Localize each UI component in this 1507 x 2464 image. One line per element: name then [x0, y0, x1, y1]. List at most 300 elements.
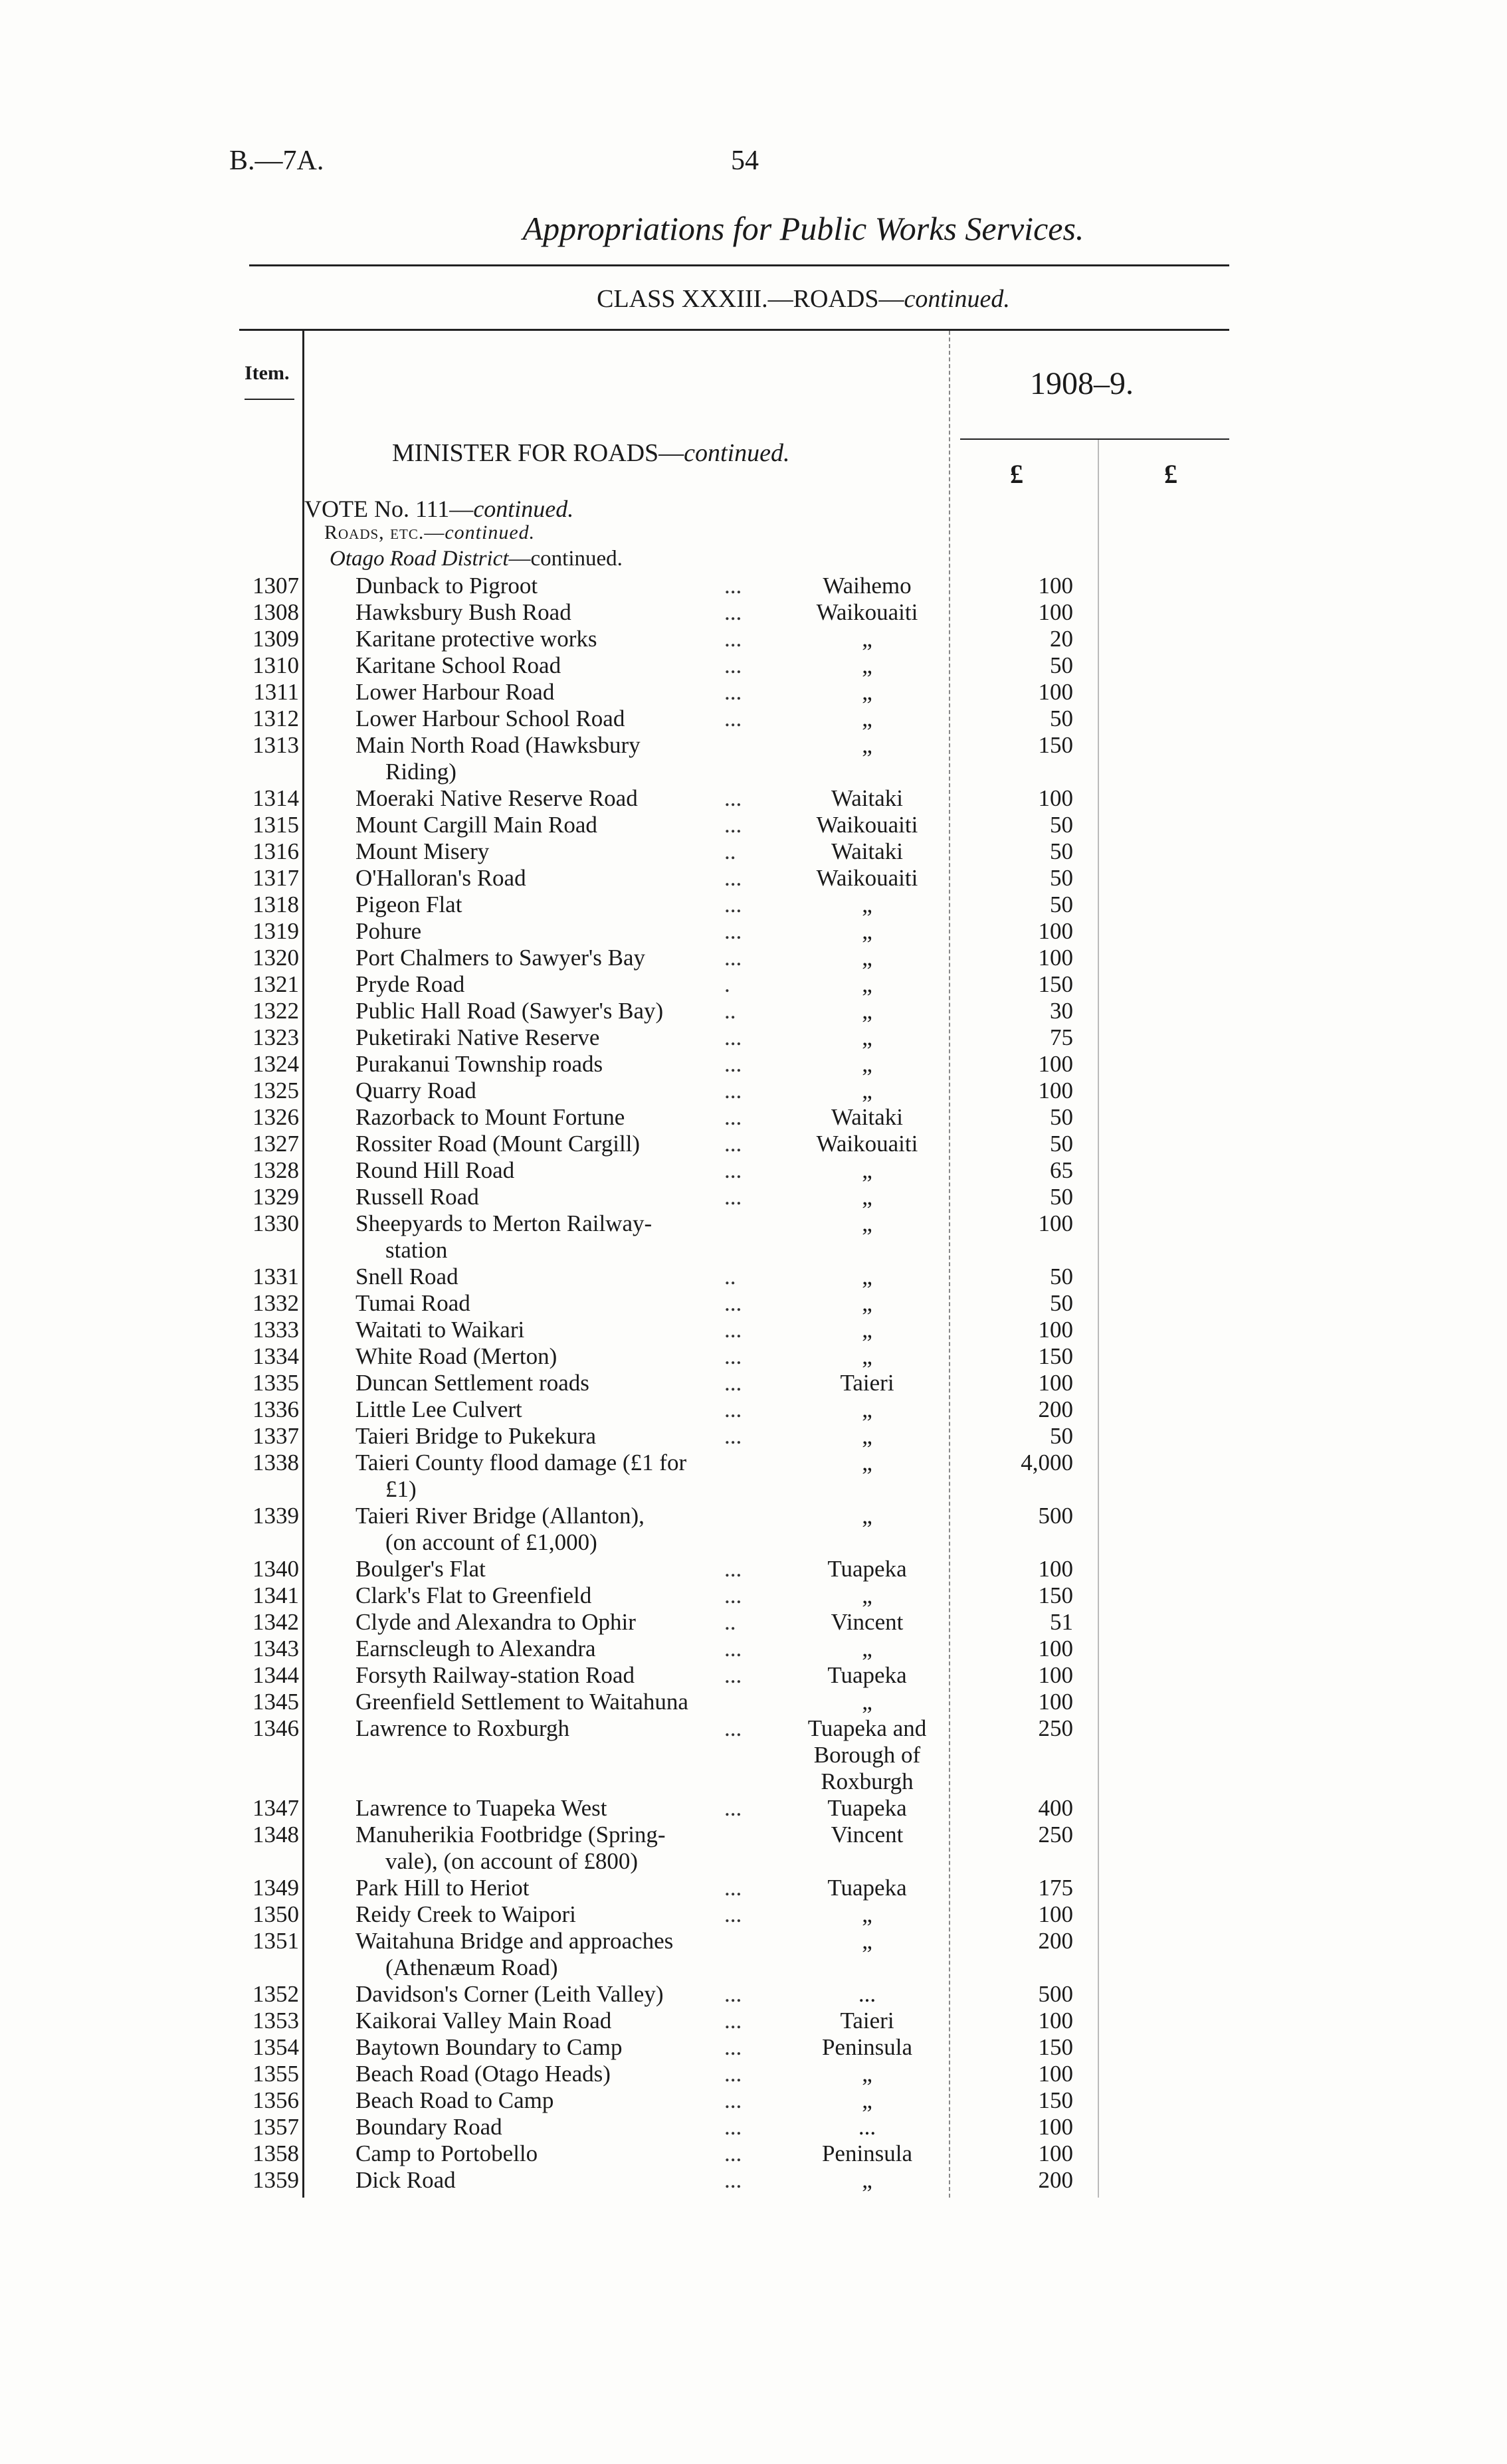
county-text: „	[862, 1317, 872, 1343]
county-text: „	[862, 1290, 872, 1316]
leader-dots: ...	[724, 1051, 742, 1077]
amount: 150	[1038, 2087, 1073, 2113]
leader-dots: ...	[724, 2008, 742, 2034]
county	[794, 1423, 940, 1450]
road-name-text: Taieri Bridge to Pukekura	[355, 1423, 597, 1449]
leader-dots: ...	[724, 1901, 742, 1927]
road-name-text: Kaikorai Valley Main Road	[355, 2008, 612, 2034]
county-text-continued: Borough of	[813, 1742, 921, 1768]
leader-dots: ...	[724, 1104, 742, 1130]
amount: 400	[1038, 1795, 1073, 1821]
county	[794, 2034, 940, 2061]
item-number: 1311	[253, 679, 299, 705]
county	[794, 892, 940, 918]
amount: 50	[1050, 1423, 1073, 1449]
leader-dots: ...	[724, 2167, 742, 2193]
amount: 50	[1050, 1184, 1073, 1210]
road-name-text: Snell Road	[355, 1264, 458, 1289]
county-text: „	[862, 1024, 872, 1050]
road-name-text: Dick Road	[355, 2167, 456, 2193]
road-name	[355, 812, 767, 838]
county	[794, 706, 940, 732]
county-text: „	[862, 998, 872, 1024]
road-name-text: Forsyth Railway-station Road	[355, 1662, 635, 1688]
road-name	[355, 652, 767, 679]
county	[794, 1556, 940, 1582]
amount: 75	[1050, 1024, 1073, 1050]
county-text: „	[862, 1078, 872, 1103]
road-name-text: Public Hall Road (Sawyer's Bay)	[355, 998, 664, 1024]
item-number: 1345	[252, 1689, 299, 1715]
road-name	[355, 1582, 767, 1609]
item-number: 1334	[252, 1343, 299, 1369]
road-name-text: Mount Misery	[355, 838, 490, 864]
county	[794, 679, 940, 706]
leader-dots: ...	[724, 1662, 742, 1688]
amount: 100	[1038, 945, 1073, 971]
leader-dots: ..	[724, 1609, 736, 1635]
vote-heading: VOTE No. 111—continued.	[304, 496, 574, 522]
leader-dots: ..	[724, 838, 736, 864]
leader-dots: ...	[724, 2087, 742, 2113]
amount: 100	[1038, 1662, 1073, 1688]
road-name	[355, 2061, 767, 2087]
road-name	[355, 1264, 767, 1290]
road-name	[355, 1662, 767, 1689]
amount: 20	[1050, 626, 1073, 652]
county-text: Waitaki	[831, 838, 903, 864]
amount: 50	[1050, 838, 1073, 864]
road-name-continuation: £1)	[385, 1476, 417, 1502]
county	[794, 1370, 940, 1396]
county-text: „	[862, 1582, 872, 1608]
road-name	[355, 679, 767, 706]
leader-dots: ...	[724, 1343, 742, 1369]
road-name-continuation: station	[385, 1237, 448, 1263]
county	[794, 1131, 940, 1157]
leader-dots: ...	[724, 1396, 742, 1422]
item-number: 1330	[252, 1210, 299, 1236]
road-name-text: Reidy Creek to Waipori	[355, 1901, 576, 1927]
road-name-text: Clyde and Alexandra to Ophir	[355, 1609, 636, 1635]
county	[794, 2140, 940, 2167]
item-number: 1320	[252, 945, 299, 971]
road-name	[355, 1981, 767, 2008]
road-name	[355, 1157, 767, 1184]
amount: 100	[1038, 785, 1073, 811]
county-text: „	[862, 679, 872, 705]
county	[794, 865, 940, 892]
amount: 100	[1038, 2008, 1073, 2034]
amount: 100	[1038, 1689, 1073, 1715]
item-number: 1310	[252, 652, 299, 678]
leader-dots: ...	[724, 652, 742, 678]
county-text: Tuapeka	[827, 1875, 907, 1901]
county-text: Tuapeka and	[807, 1715, 927, 1741]
road-name-text: Clark's Flat to Greenfield	[355, 1582, 592, 1608]
county-text: „	[862, 1450, 872, 1475]
leader-dots: ...	[724, 1582, 742, 1608]
road-name	[355, 2087, 767, 2114]
road-name-text: Rossiter Road (Mount Cargill)	[355, 1131, 641, 1157]
leader-dots: ...	[724, 2140, 742, 2166]
item-number: 1333	[252, 1317, 299, 1343]
road-name	[355, 732, 767, 785]
road-name	[355, 1343, 767, 1370]
item-number: 1325	[252, 1078, 299, 1103]
county	[794, 945, 940, 971]
item-number: 1342	[252, 1609, 299, 1635]
road-name-text: Hawksbury Bush Road	[355, 599, 571, 625]
amount: 51	[1050, 1609, 1073, 1635]
leader-dots: ...	[724, 945, 742, 971]
road-name	[355, 865, 767, 892]
item-number: 1359	[252, 2167, 299, 2193]
leader-dots: ...	[724, 1875, 742, 1901]
page-number: 54	[731, 145, 759, 176]
amount: 250	[1038, 1822, 1073, 1848]
county	[794, 1901, 940, 1928]
county-text: „	[862, 1343, 872, 1369]
leader-dots: ...	[724, 2114, 742, 2140]
county	[794, 2061, 940, 2087]
road-name-text: Port Chalmers to Sawyer's Bay	[355, 945, 645, 971]
item-number: 1312	[252, 706, 299, 731]
county	[794, 2087, 940, 2114]
item-number: 1319	[252, 918, 299, 944]
county-text: Peninsula	[821, 2034, 913, 2060]
amount: 30	[1050, 998, 1073, 1024]
county-text-continued: Roxburgh	[821, 1768, 914, 1794]
table-top-rule	[239, 329, 1229, 331]
amount: 50	[1050, 812, 1073, 838]
road-name-text: Pigeon Flat	[355, 892, 462, 917]
road-name-text: Duncan Settlement roads	[355, 1370, 589, 1396]
road-name-text: Puketiraki Native Reserve	[355, 1024, 600, 1050]
page-title: Appropriations for Public Works Services.	[522, 210, 1084, 247]
leader-dots: ...	[724, 626, 742, 652]
road-name-text: Round Hill Road	[355, 1157, 515, 1183]
road-name	[355, 2140, 767, 2167]
road-name-text: Earnscleugh to Alexandra	[355, 1636, 596, 1661]
road-name	[355, 1689, 767, 1715]
county	[794, 626, 940, 652]
item-number: 1348	[252, 1822, 299, 1848]
road-name	[355, 1928, 767, 1981]
item-number: 1336	[252, 1396, 299, 1422]
road-name-text: Russell Road	[355, 1184, 479, 1210]
county-text: „	[862, 1264, 872, 1289]
item-number: 1315	[252, 812, 299, 838]
road-name	[355, 1131, 767, 1157]
leader-dots: ...	[724, 1370, 742, 1396]
county-text: Tuapeka	[827, 1795, 907, 1821]
road-name-text: Lower Harbour School Road	[355, 706, 625, 731]
document-reference: B.—7A.	[229, 145, 324, 176]
road-name	[355, 1715, 767, 1742]
county-text: Vincent	[831, 1822, 904, 1848]
amount: 100	[1038, 679, 1073, 705]
road-name-continuation: (on account of £1,000)	[385, 1529, 597, 1555]
county	[794, 1078, 940, 1104]
item-number: 1338	[252, 1450, 299, 1475]
county	[794, 1503, 940, 1529]
amount: 500	[1038, 1503, 1073, 1529]
item-number: 1349	[252, 1875, 299, 1901]
county	[794, 1662, 940, 1689]
amount: 200	[1038, 2167, 1073, 2193]
leader-dots: ...	[724, 2061, 742, 2087]
item-column-divider	[302, 331, 304, 2198]
road-name-text: Pohure	[355, 918, 422, 944]
county	[794, 1184, 940, 1210]
leader-dots: ..	[724, 1264, 736, 1289]
amount: 50	[1050, 1290, 1073, 1316]
road-name-text: Greenfield Settlement to Waitahuna	[355, 1689, 688, 1715]
amount: 100	[1038, 1051, 1073, 1077]
county-text: Tuapeka	[827, 1662, 907, 1688]
county	[794, 971, 940, 998]
county	[794, 1317, 940, 1343]
item-column-header: Item.	[245, 362, 290, 384]
county-text: Waikouaiti	[816, 865, 918, 891]
county-text: „	[862, 1689, 872, 1715]
leader-dots: ...	[724, 1715, 742, 1741]
pound-header-2: £	[1164, 459, 1177, 489]
item-number: 1326	[252, 1104, 299, 1130]
road-name-text: Davidson's Corner (Leith Valley)	[355, 1981, 664, 2007]
county	[794, 1396, 940, 1423]
county-text: „	[862, 1396, 872, 1422]
amount: 100	[1038, 1317, 1073, 1343]
road-name	[355, 1795, 767, 1822]
county	[794, 1290, 940, 1317]
road-name-text: O'Halloran's Road	[355, 865, 526, 891]
county	[794, 1450, 940, 1476]
county-text: „	[862, 1210, 872, 1236]
item-number: 1358	[252, 2140, 299, 2166]
road-name-text: Beach Road (Otago Heads)	[355, 2061, 611, 2087]
county	[794, 1689, 940, 1715]
road-name-text: Boulger's Flat	[355, 1556, 486, 1582]
leader-dots: ...	[724, 812, 742, 838]
road-name	[355, 2034, 767, 2061]
road-name-text: White Road (Merton)	[355, 1343, 557, 1369]
county-column-divider	[949, 331, 950, 2198]
county	[794, 1157, 940, 1184]
amount: 65	[1050, 1157, 1073, 1183]
road-name-text: Little Lee Culvert	[355, 1396, 522, 1422]
road-name	[355, 1210, 767, 1264]
county-text: „	[862, 918, 872, 944]
road-name	[355, 1051, 767, 1078]
county	[794, 1024, 940, 1051]
leader-dots: ...	[724, 2034, 742, 2060]
road-name	[355, 785, 767, 812]
amount: 50	[1050, 1131, 1073, 1157]
road-name	[355, 2008, 767, 2034]
amount: 100	[1038, 2140, 1073, 2166]
leader-dots: ...	[724, 1184, 742, 1210]
item-number: 1350	[252, 1901, 299, 1927]
amount: 250	[1038, 1715, 1073, 1741]
county-text: „	[862, 2087, 872, 2113]
road-name	[355, 706, 767, 732]
road-name-text: Lawrence to Tuapeka West	[355, 1795, 607, 1821]
county	[794, 1928, 940, 1954]
amount: 150	[1038, 1582, 1073, 1608]
county-text: „	[862, 2061, 872, 2087]
leader-dots: ...	[724, 918, 742, 944]
amount: 100	[1038, 1370, 1073, 1396]
leader-dots: ...	[724, 1795, 742, 1821]
item-number: 1317	[252, 865, 299, 891]
item-number: 1353	[252, 2008, 299, 2034]
road-name-text: Taieri River Bridge (Allanton),	[355, 1503, 645, 1529]
road-name	[355, 1822, 767, 1875]
item-number: 1324	[252, 1051, 299, 1077]
road-name-text: Karitane protective works	[355, 626, 597, 652]
road-name	[355, 1290, 767, 1317]
leader-dots: ..	[724, 998, 736, 1024]
item-number: 1327	[252, 1131, 299, 1157]
county	[794, 1636, 940, 1662]
road-name-text: Main North Road (Hawksbury	[355, 732, 641, 758]
amount: 200	[1038, 1928, 1073, 1954]
road-name-text: Quarry Road	[355, 1078, 476, 1103]
county-text: Waitaki	[831, 785, 903, 811]
amount: 500	[1038, 1981, 1073, 2007]
amount: 50	[1050, 1264, 1073, 1289]
item-number: 1352	[252, 1981, 299, 2007]
county	[794, 1795, 940, 1822]
road-name	[355, 2114, 767, 2140]
amount: 50	[1050, 706, 1073, 731]
county-text: „	[862, 971, 872, 997]
road-name	[355, 1078, 767, 1104]
road-name	[355, 918, 767, 945]
county	[794, 918, 940, 945]
item-header-underline	[245, 399, 294, 400]
road-name-text: Park Hill to Heriot	[355, 1875, 530, 1901]
county-text: ...	[858, 2114, 876, 2140]
road-name	[355, 998, 767, 1024]
county	[794, 998, 940, 1024]
amount: 100	[1038, 2061, 1073, 2087]
item-number: 1337	[252, 1423, 299, 1449]
road-name	[355, 892, 767, 918]
road-name-text: Manuherikia Footbridge (Spring-	[355, 1822, 666, 1848]
road-name	[355, 1317, 767, 1343]
year-header-rule	[960, 438, 1229, 440]
item-number: 1307	[252, 573, 299, 599]
county-text: Waitaki	[831, 1104, 903, 1130]
road-name	[355, 1901, 767, 1928]
road-name-text: Waitati to Waikari	[355, 1317, 525, 1343]
amount: 100	[1038, 2114, 1073, 2140]
county-text: „	[862, 1184, 872, 1210]
road-name	[355, 1396, 767, 1423]
county	[794, 599, 940, 626]
county-text: „	[862, 626, 872, 652]
title-rule	[249, 264, 1229, 266]
item-number: 1343	[252, 1636, 299, 1661]
county-text: Vincent	[831, 1609, 904, 1635]
amount: 175	[1038, 1875, 1073, 1901]
item-number: 1329	[252, 1184, 299, 1210]
road-name	[355, 1636, 767, 1662]
road-name-text: Waitahuna Bridge and approaches	[355, 1928, 674, 1954]
leader-dots: ...	[724, 1157, 742, 1183]
road-name-continuation: Riding)	[385, 759, 456, 785]
county	[794, 652, 940, 679]
leader-dots: ...	[724, 1078, 742, 1103]
amount: 100	[1038, 599, 1073, 625]
leader-dots: ...	[724, 1317, 742, 1343]
road-name	[355, 599, 767, 626]
county	[794, 1715, 940, 1795]
county-text: „	[862, 1051, 872, 1077]
road-name	[355, 1370, 767, 1396]
item-number: 1314	[252, 785, 299, 811]
leader-dots: ...	[724, 1131, 742, 1157]
county-text: „	[862, 945, 872, 971]
road-name-text: Pryde Road	[355, 971, 465, 997]
county	[794, 785, 940, 812]
item-number: 1344	[252, 1662, 299, 1688]
road-name-text: Dunback to Pigroot	[355, 573, 538, 599]
road-name-text: Beach Road to Camp	[355, 2087, 554, 2113]
amount: 50	[1050, 892, 1073, 917]
county-text: Waikouaiti	[816, 812, 918, 838]
amount: 100	[1038, 918, 1073, 944]
county-text: Taieri	[840, 1370, 894, 1396]
county	[794, 1981, 940, 2008]
road-name-text: Lower Harbour Road	[355, 679, 555, 705]
amount: 100	[1038, 573, 1073, 599]
county-text: „	[862, 1157, 872, 1183]
road-name	[355, 1875, 767, 1901]
road-name-continuation: (Athenæum Road)	[385, 1954, 558, 1980]
county	[794, 1051, 940, 1078]
county	[794, 573, 940, 599]
district-heading: Otago Road District—continued.	[330, 547, 623, 571]
county-text: „	[862, 706, 872, 731]
road-name-text: Boundary Road	[355, 2114, 502, 2140]
amount: 150	[1038, 1343, 1073, 1369]
county	[794, 1210, 940, 1237]
item-number: 1354	[252, 2034, 299, 2060]
amount: 150	[1038, 732, 1073, 758]
road-name	[355, 971, 767, 998]
year-column-header: 1908–9.	[1030, 366, 1134, 401]
road-name-text: Mount Cargill Main Road	[355, 812, 597, 838]
leader-dots: ...	[724, 1290, 742, 1316]
amount: 4,000	[1021, 1450, 1073, 1475]
leader-dots: ...	[724, 599, 742, 625]
item-number: 1318	[252, 892, 299, 917]
amount: 150	[1038, 971, 1073, 997]
amount: 50	[1050, 1104, 1073, 1130]
amount-column-divider	[1098, 440, 1099, 2198]
road-name-continuation: vale), (on account of £800)	[385, 1848, 638, 1874]
county-text: „	[862, 892, 872, 917]
road-name-text: Razorback to Mount Fortune	[355, 1104, 625, 1130]
amount: 100	[1038, 1556, 1073, 1582]
amount: 50	[1050, 865, 1073, 891]
road-name-text: Taieri County flood damage (£1 for	[355, 1450, 687, 1475]
county	[794, 838, 940, 865]
